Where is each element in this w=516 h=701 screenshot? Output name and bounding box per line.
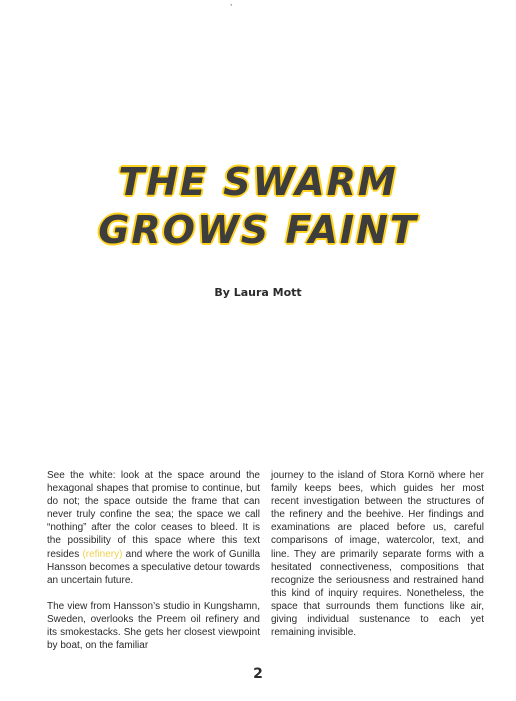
article-title (0, 158, 516, 254)
paragraph (47, 469, 260, 587)
title-line-1: THE SWARM (118, 160, 398, 204)
paragraph: The view from Hansson’s studio in Kungshamn, Sweden, overlooks the Preem oil refinery and its smokestacks. She gets her closest viewpoint by boat, on the familiar (47, 600, 260, 652)
paragraph-text: See the white: look at the space around the hexagonal shapes that promise to continue, but do not; the space outside the frame that can never truly confine the sea; the space we call “nothing” after the color ceases to bleed. It is the possibility of this space where this text resides (47, 470, 260, 560)
top-mark: , (230, 0, 233, 7)
byline: By Laura Mott (214, 286, 302, 299)
text-column-right (271, 469, 484, 652)
highlighted-word: (refinery) (82, 548, 123, 560)
paragraph: journey to the island of Stora Kornö where her family keeps bees, which guides her most recent investigation between the structures of the refinery and the beehive. Her findings and examinations are placed before us, careful comparisons of image, watercolor, text, and line. They are primarily separate forms with a hesitated connectiveness, compositions that recognize the seriousness and restrained hand this kind of inquiry requires. Nonetheless, the space that surrounds them functions like air, giving individual sustenance to each yet remaining invisible. (271, 470, 484, 639)
text-column-left (47, 469, 260, 665)
page-number: 2 (253, 666, 263, 682)
title-line-2: GROWS FAINT (98, 208, 418, 252)
paragraph-text: and where the work of Gunilla Hansson becomes a speculative detour towards an uncertain future. (47, 548, 261, 586)
